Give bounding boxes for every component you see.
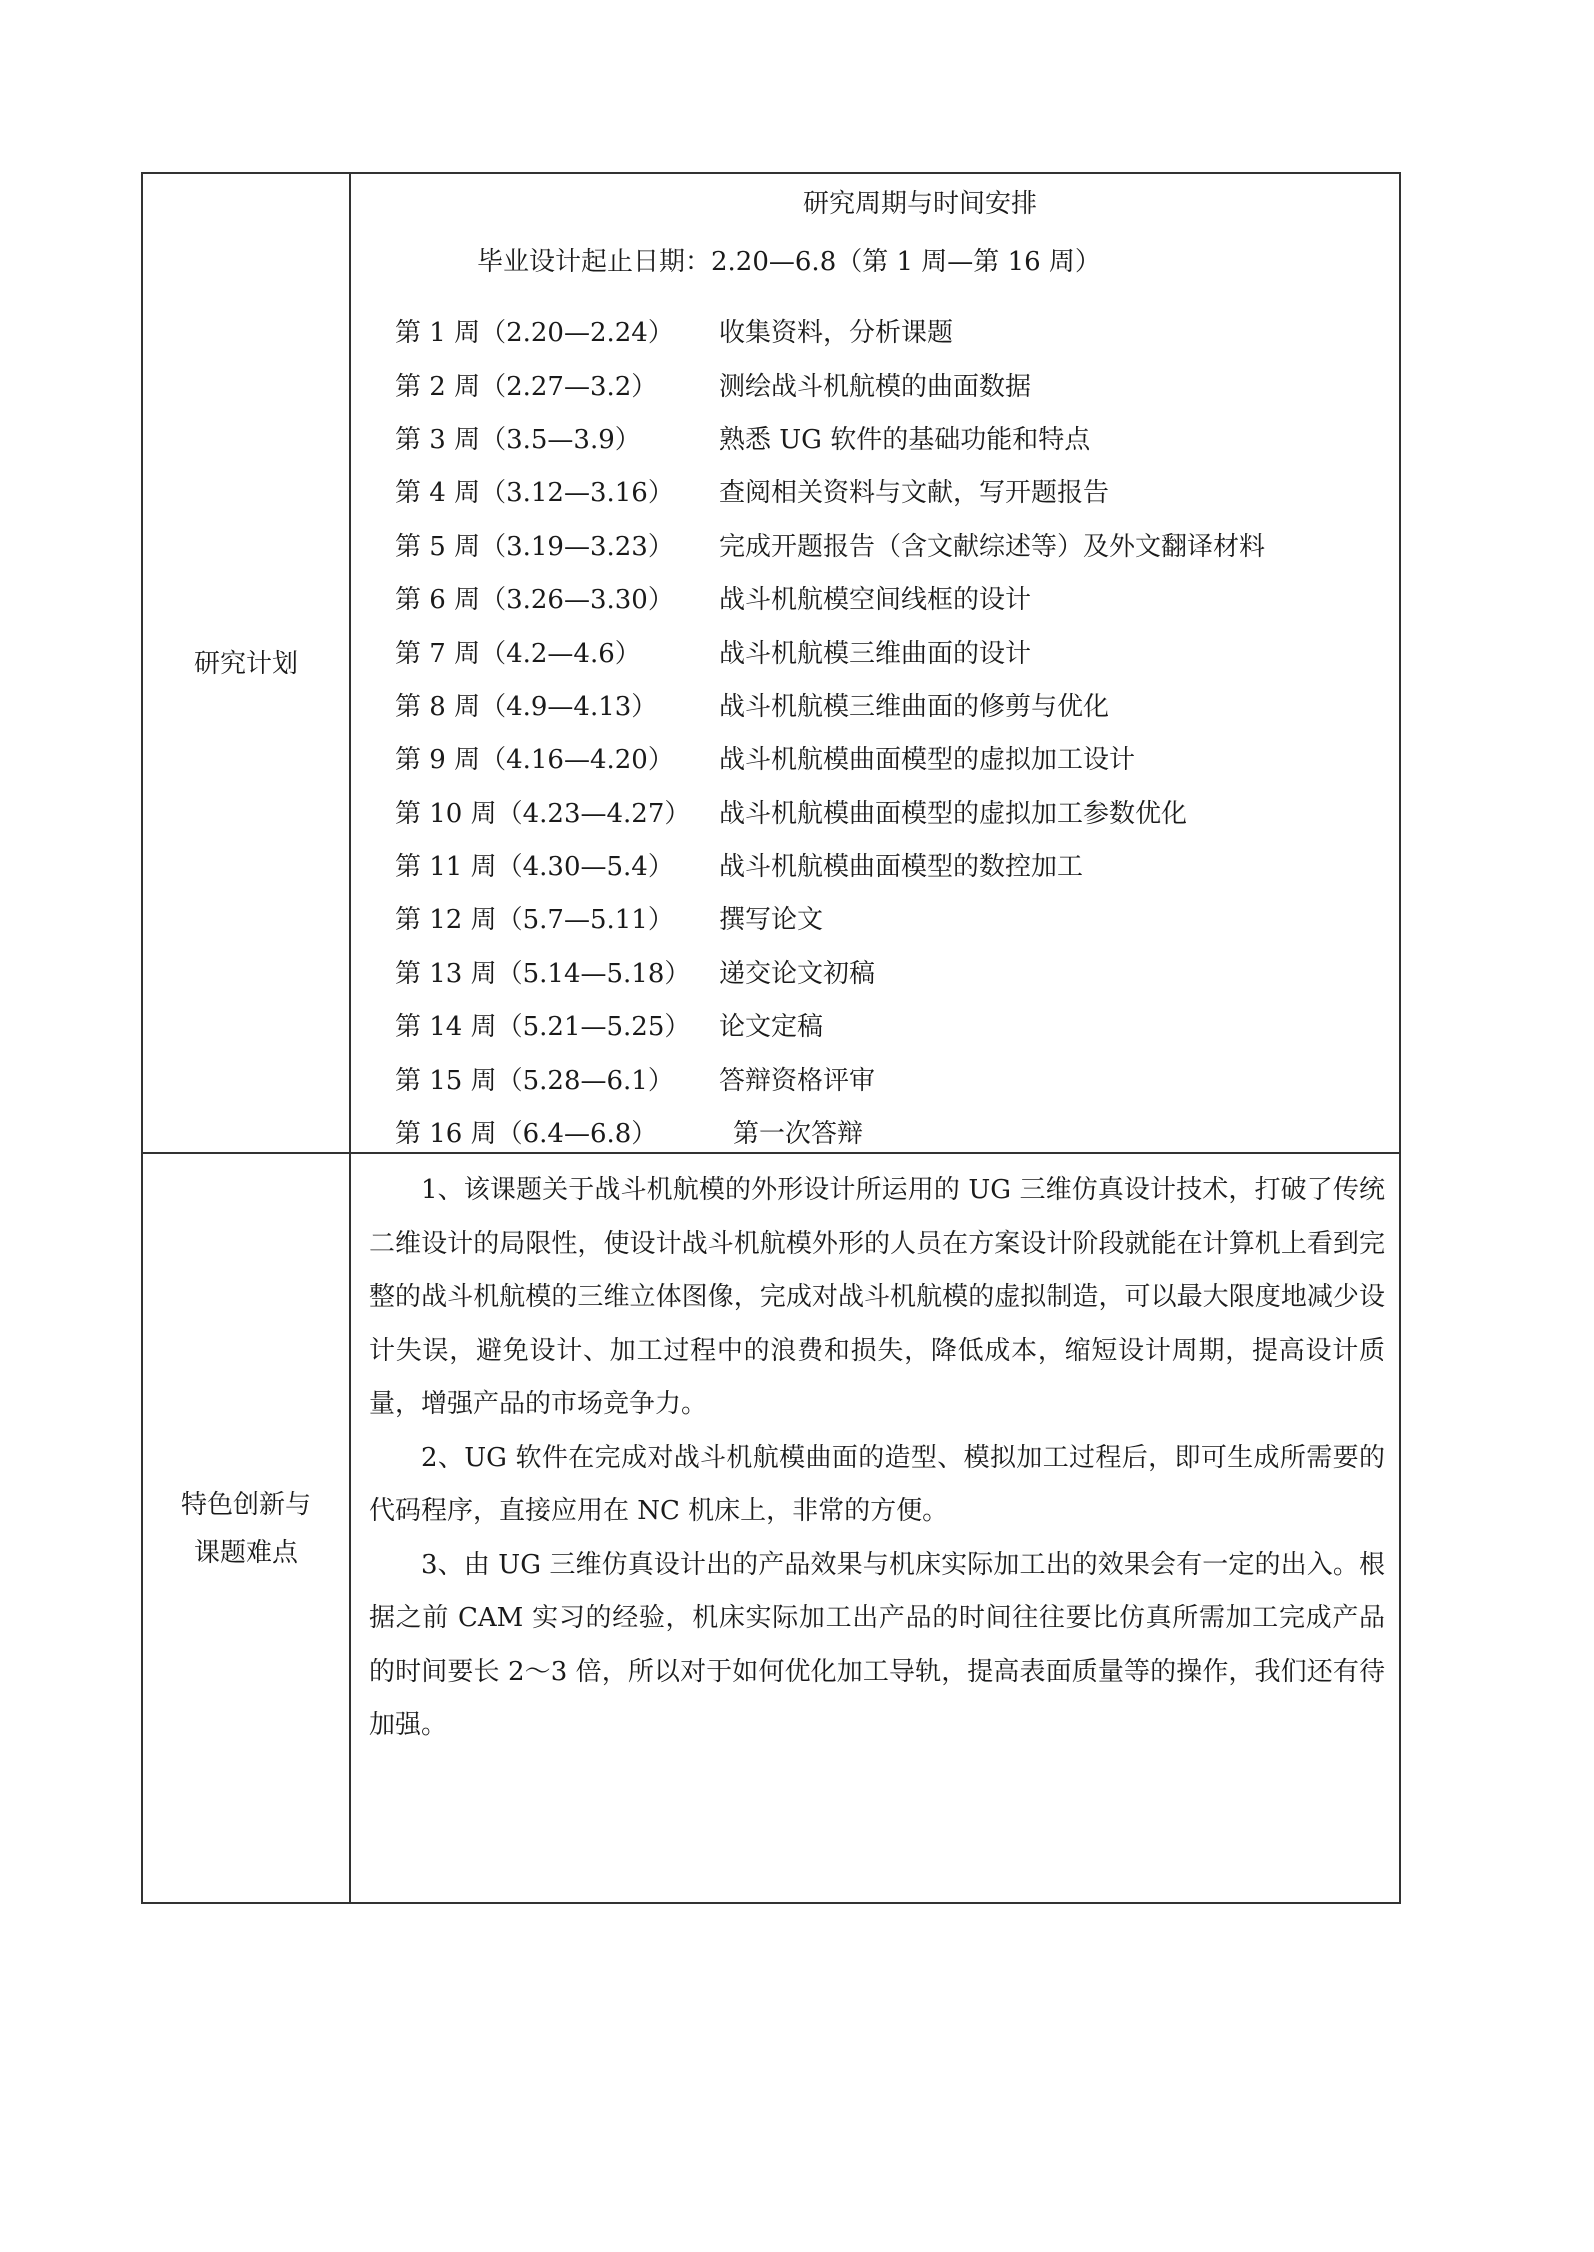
schedule-row [395, 998, 1265, 1051]
features-label-line: 课题难点 [193, 1538, 298, 1568]
schedule-task: 完成开题报告（含文献综述等）及外文翻译材料 [719, 531, 1266, 562]
schedule-task: 战斗机航模曲面模型的虚拟加工设计 [719, 745, 1136, 776]
feature-paragraph: 2、UG 软件在完成对战斗机航模曲面的造型、模拟加工过程后，即可生成所需要的代码程序，直接应用在 NC 机床上，非常的方便。 [369, 1442, 1385, 1526]
schedule-row [395, 304, 1265, 357]
schedule-week: 第 15 周（5.28—6.1） [395, 1065, 674, 1096]
schedule-week: 第 16 周（6.4—6.8） [395, 1119, 658, 1150]
schedule-week: 第 3 周（3.5—3.9） [395, 424, 641, 455]
features-label-line: 特色创新与 [180, 1490, 311, 1520]
schedule-row [395, 785, 1265, 838]
feature-paragraph: 3、由 UG 三维仿真设计出的产品效果与机床实际加工出的效果会有一定的出入。根据之前 CAM 实习的经验，机床实际加工出产品的时间往往要比仿真所需加工完成产品的时间要长 2～3 倍，所以对于如何优化加工导轨，提高表面质量等的操作，我们还有待加强。 [369, 1549, 1385, 1740]
schedule-row [395, 571, 1265, 624]
schedule-row [395, 731, 1265, 784]
schedule-row [395, 1051, 1265, 1104]
feature-paragraph: 1、该课题关于战斗机航模的外形设计所运用的 UG 三维仿真设计技术，打破了传统二维设计的局限性，使设计战斗机航模外形的人员在方案设计阶段就能在计算机上看到完整的战斗机航模的三维立体图像，完成对战斗机航模的虚拟制造，可以最大限度地减少设计失误，避免设计、加工过程中的浪费和损失，降低成本，缩短设计周期，提高设计质量，增强产品的市场竞争力。 [369, 1175, 1385, 1419]
proposal-form-table [141, 172, 1401, 1904]
schedule-week: 第 14 周（5.21—5.25） [395, 1012, 691, 1043]
schedule-row [395, 891, 1265, 944]
schedule-row [395, 411, 1265, 464]
research-plan-label: 研究计划 [193, 649, 298, 679]
plan-date-range: 毕业设计起止日期：2.20—6.8（第 1 周—第 16 周） [477, 247, 1101, 277]
schedule-task: 第一次答辩 [733, 1119, 864, 1150]
research-plan-label-cell [143, 174, 351, 1154]
schedule-row [395, 357, 1265, 410]
schedule-task: 战斗机航模曲面模型的虚拟加工参数优化 [719, 798, 1188, 829]
schedule-task: 撰写论文 [719, 905, 824, 936]
schedule-week: 第 5 周（3.19—3.23） [395, 531, 674, 562]
schedule-row [395, 464, 1265, 517]
schedule-task: 论文定稿 [719, 1012, 824, 1043]
schedule-task: 战斗机航模三维曲面的修剪与优化 [719, 691, 1110, 722]
schedule-task: 收集资料，分析课题 [719, 318, 954, 349]
schedule-week: 第 8 周（4.9—4.13） [395, 691, 658, 722]
schedule-week: 第 1 周（2.20—2.24） [395, 318, 674, 349]
schedule-week: 第 2 周（2.27—3.2） [395, 371, 658, 402]
schedule-week: 第 12 周（5.7—5.11） [395, 905, 674, 936]
schedule-row [395, 518, 1265, 571]
schedule-row [395, 624, 1265, 677]
research-plan-content-cell [351, 174, 1399, 1152]
schedule-task: 查阅相关资料与文献，写开题报告 [719, 478, 1110, 509]
schedule-list [395, 304, 1265, 1158]
schedule-week: 第 13 周（5.14—5.18） [395, 958, 691, 989]
schedule-row [395, 838, 1265, 891]
schedule-task: 答辩资格评审 [719, 1065, 876, 1096]
schedule-week: 第 10 周（4.23—4.27） [395, 798, 691, 829]
schedule-task: 熟悉 UG 软件的基础功能和特点 [719, 424, 1091, 455]
schedule-task: 测绘战斗机航模的曲面数据 [719, 371, 1032, 402]
schedule-task: 战斗机航模空间线框的设计 [719, 585, 1032, 616]
features-content-cell [351, 1154, 1399, 1904]
schedule-task: 战斗机航模三维曲面的设计 [719, 638, 1032, 669]
schedule-week: 第 7 周（4.2—4.6） [395, 638, 641, 669]
schedule-week: 第 4 周（3.12—3.16） [395, 478, 674, 509]
features-label [181, 1481, 311, 1577]
schedule-row [395, 678, 1265, 731]
schedule-row [395, 1105, 1265, 1158]
plan-title: 研究周期与时间安排 [802, 189, 1037, 219]
schedule-week: 第 9 周（4.16—4.20） [395, 745, 674, 776]
schedule-row [395, 945, 1265, 998]
schedule-task: 战斗机航模曲面模型的数控加工 [719, 852, 1084, 883]
schedule-week: 第 11 周（4.30—5.4） [395, 852, 674, 883]
features-label-cell [143, 1154, 351, 1904]
schedule-week: 第 6 周（3.26—3.30） [395, 585, 674, 616]
schedule-task: 递交论文初稿 [719, 958, 876, 989]
